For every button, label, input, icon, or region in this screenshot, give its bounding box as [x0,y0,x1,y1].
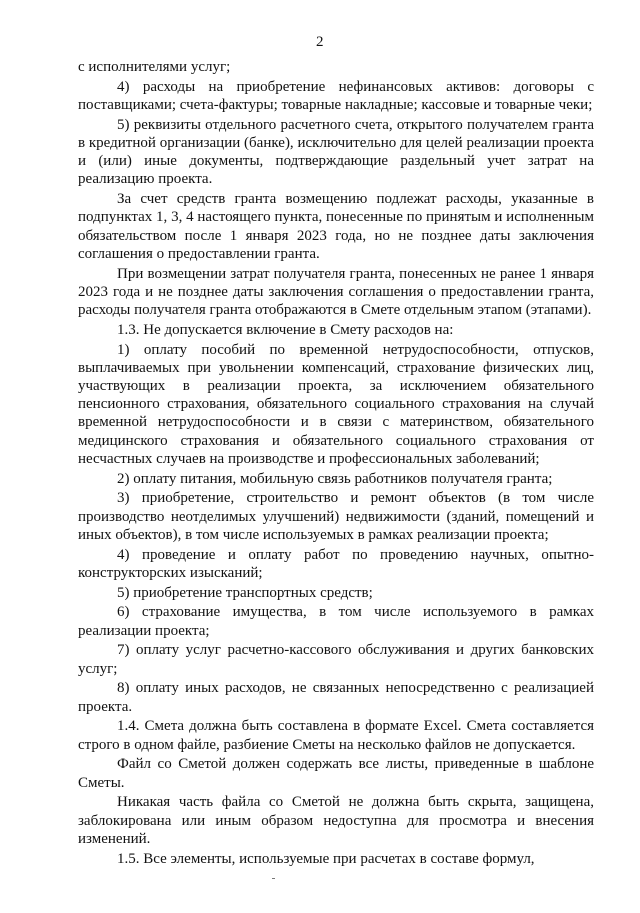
paragraph-section-1-4: 1.4. Смета должна быть составлена в формате Excel. Смета составляется строго в одном файле, разбиение Сметы на несколько файлов не допускается. [78,718,594,753]
paragraph-section-1-3: 1.3. Не допускается включение в Смету расходов на: [117,321,454,338]
paragraph-exclusion-8: 8) оплату иных расходов, не связанных непосредственно с реализацией проекта. [78,680,594,715]
page-number: 2 [316,34,324,50]
scan-speck [272,878,275,879]
document-body [78,58,594,869]
paragraph-item-4-nonfinancial-assets: 4) расходы на приобретение нефинансовых активов: договоры с поставщиками; счета-фактуры; товарные накладные; кассовые и товарные чеки; [78,78,594,113]
paragraph-reimbursement-estimate: При возмещении затрат получателя гранта, понесенных не ранее 1 января 2023 года и не позднее даты заключения соглашения о предоставлении гранта, расходы получателя гранта отображаются в Смете отдельным этапом (этапами). [78,265,594,319]
paragraph-exclusion-7: 7) оплату услуг расчетно-кассового обслуживания и других банковских услуг; [78,642,594,677]
paragraph-exclusion-5: 5) приобретение транспортных средств; [117,584,373,601]
paragraph-exclusion-6: 6) страхование имущества, в том числе используемого в рамках реализации проекта; [78,604,594,639]
paragraph-exclusion-3: 3) приобретение, строительство и ремонт объектов (в том числе производство неотделимых улучшений) недвижимости (зданий, помещений и иных объектов), в том числе используемых в рамках реализации проекта; [78,490,594,543]
paragraph-exclusion-1: 1) оплату пособий по временной нетрудоспособности, отпусков, выплачиваемых при увольнении компенсаций, страхование физических лиц, участвующих в реализации проекта, за исключением обязательного пенсионного страхования, обязательного социального страхования на случай временной нетрудоспособности и в связи с материнством, обязательного медицинского страхования и обязательного социального страхования от несчастных случаев на производстве и профессиональных заболеваний; [78,341,594,467]
paragraph-file-access: Никакая часть файла со Сметой не должна быть скрыта, защищена, заблокирована или иным образом недоступна для просмотра и внесения изменений. [78,794,594,847]
paragraph-continuation: с исполнителями услуг; [78,59,231,75]
paragraph-grant-reimbursement: За счет средств гранта возмещению подлежат расходы, указанные в подпунктах 1, 3, 4 настоящего пункта, понесенные по принятым и исполненным обязательством после 1 января 2023 года, но не позднее даты заключения соглашения о предоставлении гранта. [78,191,594,262]
paragraph-item-5-bank-account: 5) реквизиты отдельного расчетного счета, открытого получателем гранта в кредитной организации (банке), исключительно для целей реализации проекта и (или) иные документы, подтверждающие раздельный учет затрат на реализацию проекта. [78,116,594,188]
paragraph-section-1-5: 1.5. Все элементы, используемые при расчетах в составе формул, [117,850,535,867]
paragraph-exclusion-2: 2) оплату питания, мобильную связь работников получателя гранта; [117,470,553,487]
paragraph-exclusion-4: 4) проведение и оплату работ по проведению научных, опытно-конструкторских изысканий; [78,546,594,581]
paragraph-file-sheets: Файл со Сметой должен содержать все листы, приведенные в шаблоне Сметы. [78,756,594,791]
